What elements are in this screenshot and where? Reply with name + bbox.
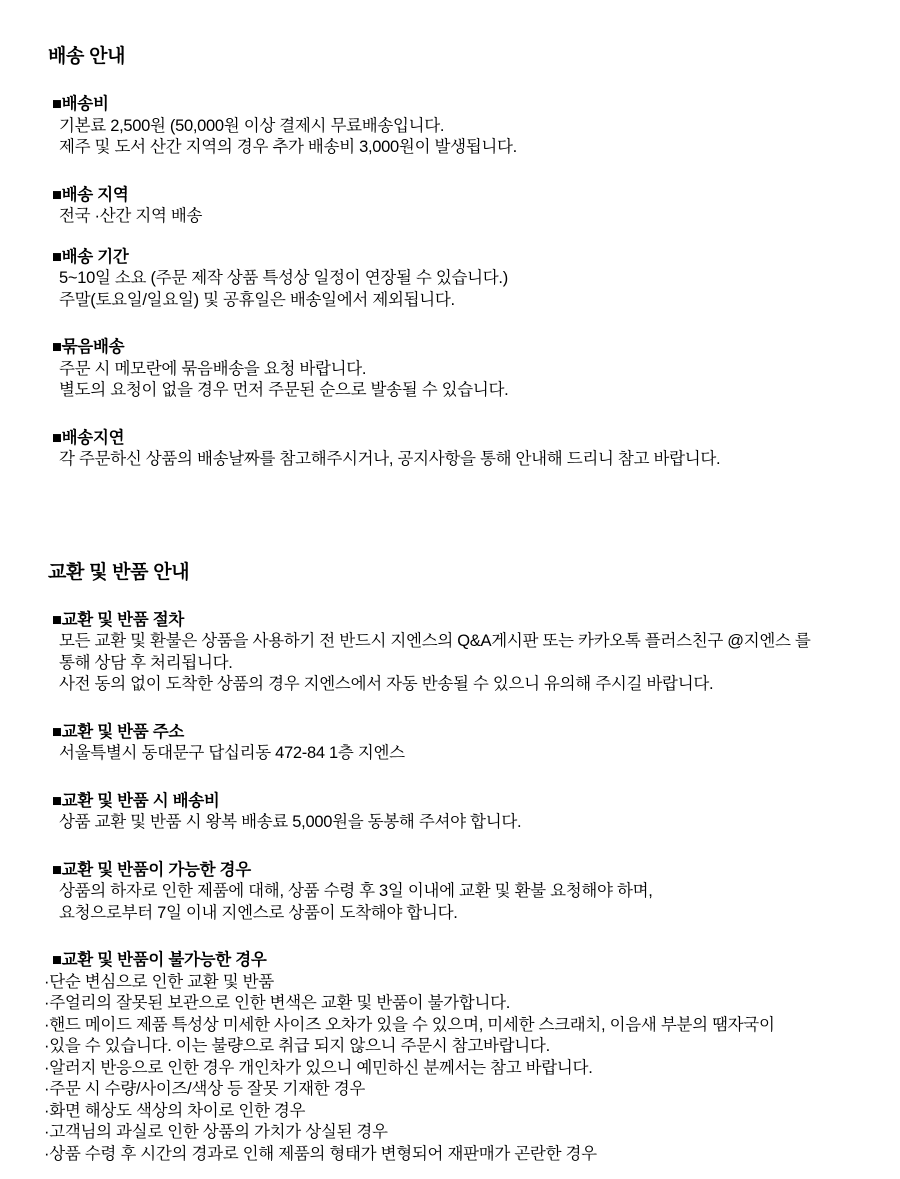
return-possible-section [44, 860, 872, 925]
shipping-guide-title: 배송 안내 [48, 46, 126, 67]
section-heading: ■배송비 [52, 95, 109, 113]
bullet-line: ·상품 수령 후 시간의 경과로 인해 제품의 형태가 변형되어 재판매가 곤란한 경우 [44, 1144, 597, 1163]
body-line: 상품 교환 및 반품 시 왕복 배송료 5,000원을 동봉해 주셔야 합니다. [59, 813, 522, 831]
body-line: 모든 교환 및 환불은 상품을 사용하기 전 반드시 지엔스의 Q&A게시판 또는 카카오톡 플러스친구 @지엔스 를 [59, 632, 811, 650]
body-line: 5~10일 소요 (주문 제작 상품 특성상 일정이 연장될 수 있습니다.) [59, 269, 508, 287]
body-line: 상품의 하자로 인한 제품에 대해, 상품 수령 후 3일 이내에 교환 및 환불 요청해야 하며, [59, 882, 653, 900]
section-heading: ■교환 및 반품이 가능한 경우 [52, 860, 251, 879]
section-heading: ■교환 및 반품 절차 [52, 610, 184, 629]
body-line: 제주 및 도서 산간 지역의 경우 추가 배송비 3,000원이 발생됩니다. [59, 138, 517, 156]
shipping-period-section [44, 247, 872, 312]
bullet-line: ·단순 변심으로 인한 교환 및 반품 [44, 972, 274, 991]
section-heading: ■교환 및 반품이 불가능한 경우 [52, 951, 267, 969]
body-line: 전국 ·산간 지역 배송 [59, 207, 203, 225]
section-heading: ■배송지연 [52, 428, 125, 447]
body-line: 사전 동의 없이 도착한 상품의 경우 지엔스에서 자동 반송될 수 있으니 유의해 주시길 바랍니다. [59, 675, 714, 693]
shipping-delay-section [44, 428, 872, 471]
bullet-line: ·화면 해상도 색상의 차이로 인한 경우 [44, 1101, 306, 1120]
body-line: 기본료 2,500원 (50,000원 이상 결제시 무료배송입니다. [59, 116, 445, 135]
section-heading: ■묶음배송 [52, 338, 125, 356]
bullet-line: ·알러지 반응으로 인한 경우 개인차가 있으니 예민하신 분께서는 참고 바랍니다. [44, 1058, 593, 1077]
body-line: 각 주문하신 상품의 배송날짜를 참고해주시거나, 공지사항을 통해 안내해 드리니 참고 바랍니다. [59, 450, 721, 468]
section-heading: ■교환 및 반품 시 배송비 [52, 791, 220, 810]
bullet-line: ·핸드 메이드 제품 특성상 미세한 사이즈 오차가 있을 수 있으며, 미세한 스크래치, 이음새 부분의 땜자국이 [44, 1015, 775, 1034]
shipping-area-section [44, 185, 872, 228]
return-impossible-section [44, 950, 872, 1165]
section-heading: ■배송 지역 [52, 185, 129, 204]
bundle-shipping-section [44, 337, 872, 402]
returns-guide-title: 교환 및 반품 안내 [48, 561, 190, 583]
bullet-line: ·고객님의 과실로 인한 상품의 가치가 상실된 경우 [44, 1123, 388, 1141]
section-heading: ■교환 및 반품 주소 [52, 722, 184, 741]
body-line: 요청으로부터 7일 이내 지엔스로 상품이 도착해야 합니다. [59, 903, 458, 922]
shipping-fee-section [44, 94, 872, 159]
bullet-line: ·주얼리의 잘못된 보관으로 인한 변색은 교환 및 반품이 불가합니다. [44, 994, 511, 1012]
body-line: 주말(토요일/일요일) 및 공휴일은 배송일에서 제외됩니다. [59, 290, 455, 309]
body-line: 통해 상담 후 처리됩니다. [59, 653, 233, 672]
return-procedure-section [44, 610, 872, 696]
return-address-section [44, 722, 872, 765]
body-line: 서울특별시 동대문구 답십리동 472-84 1층 지엔스 [59, 744, 405, 762]
bullet-line: ·있을 수 있습니다. 이는 불량으로 취급 되지 않으니 주문시 참고바랍니다. [44, 1037, 550, 1055]
bullet-line: ·주문 시 수량/사이즈/색상 등 잘못 기재한 경우 [44, 1080, 365, 1098]
body-line: 주문 시 메모란에 묶음배송을 요청 바랍니다. [59, 359, 367, 378]
body-line: 별도의 요청이 없을 경우 먼저 주문된 순으로 발송될 수 있습니다. [59, 381, 509, 399]
section-heading: ■배송 기간 [52, 247, 129, 266]
return-shipping-fee-section [44, 791, 872, 834]
